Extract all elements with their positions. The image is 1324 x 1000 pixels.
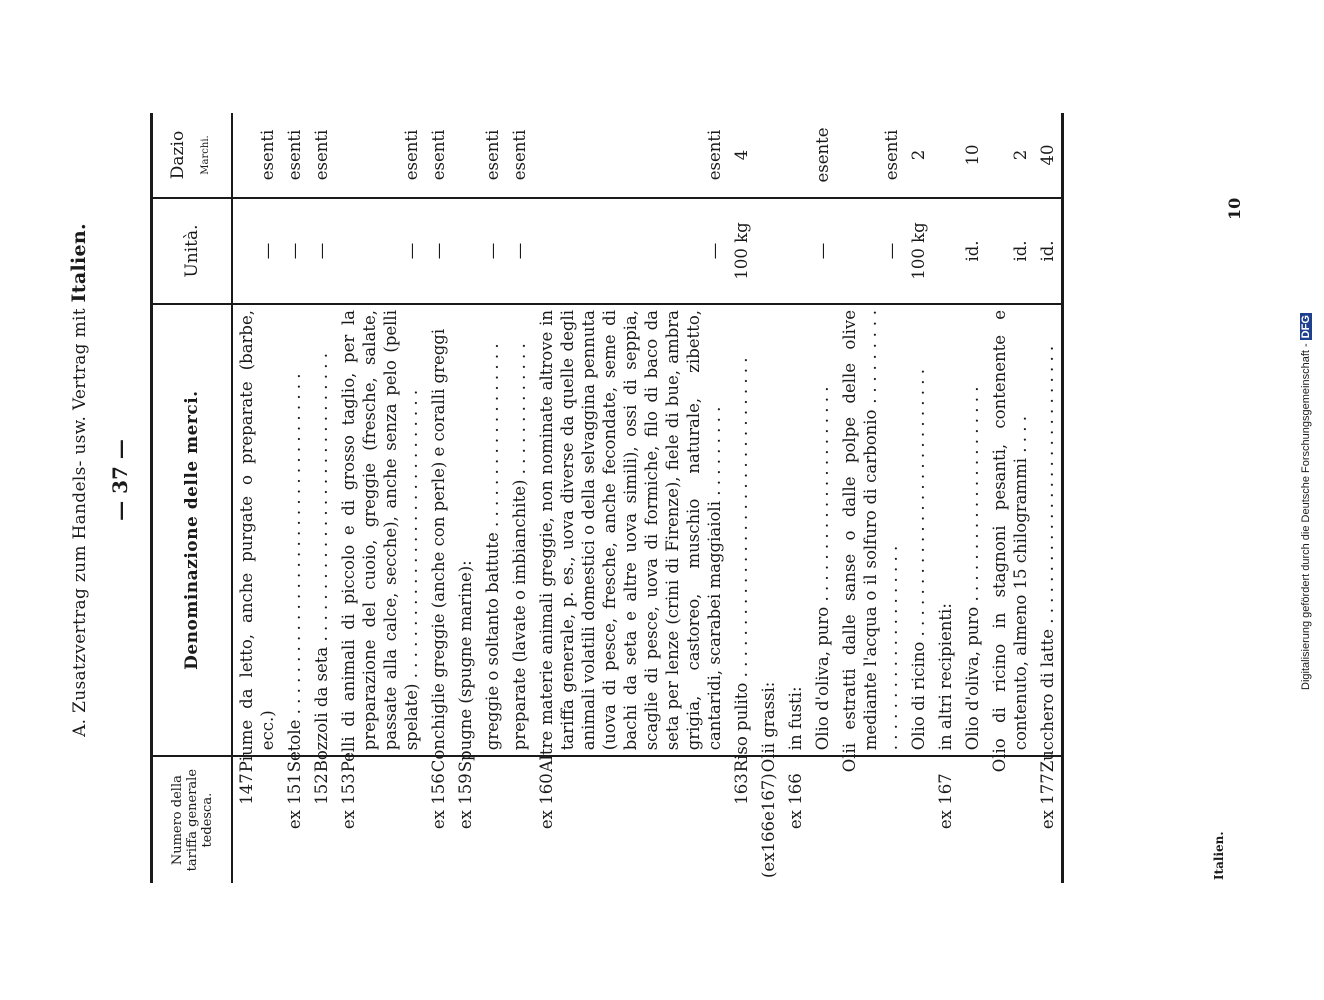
- table-row: [232, 113, 281, 883]
- column-header-duty: [152, 113, 233, 198]
- cell-duty: 4: [732, 149, 751, 161]
- cell-unit: —: [506, 198, 533, 304]
- cell-duty: 2: [909, 149, 928, 161]
- cell-number: ex 153: [335, 756, 425, 883]
- column-header-duty-label: Dazio: [168, 130, 188, 180]
- cell-number: [959, 756, 986, 883]
- cell-description: Setole . . . . . . . . . . . . . . . . . . . . . . . . . . . . . . . . .: [281, 304, 308, 756]
- cell-number: 163: [728, 756, 755, 883]
- running-head-country: Italien.: [68, 223, 90, 303]
- cell-duty: esenti: [705, 129, 724, 181]
- table-row: [1034, 113, 1063, 883]
- cell-unit: —: [479, 198, 506, 304]
- cell-description: Olio di ricino in stagnoni pesanti, contenente e contenuto, almeno 15 chilogrammi . . . .: [986, 304, 1034, 756]
- cell-duty: 40: [1034, 113, 1063, 198]
- tariff-table-body: [232, 113, 1063, 883]
- cell-number: ex 159: [452, 756, 479, 883]
- cell-duty: 2: [1011, 149, 1030, 161]
- page-number: — 37 —: [108, 439, 132, 521]
- cell-description: Piume da letto, anche purgate o preparate (barbe, ecc.): [232, 304, 281, 756]
- column-header-duty-currency: Marchi.: [200, 135, 211, 175]
- cell-duty: esenti: [402, 129, 421, 181]
- cell-unit: —: [308, 198, 335, 304]
- cell-unit: —: [281, 198, 308, 304]
- column-header-unit: Unità.: [152, 198, 233, 304]
- cell-description: preparate (lavate o imbianchite) . . . . . . . . . . . . .: [506, 304, 533, 756]
- cell-description: Olio d'oliva, puro . . . . . . . . . . . . . . . . . . . . .: [809, 304, 836, 756]
- cell-number: [986, 756, 1034, 883]
- cell-duty: esente: [813, 127, 832, 183]
- cell-unit: id.: [959, 198, 986, 304]
- cell-number: ex 177: [1034, 756, 1063, 883]
- cell-duty: esenti: [429, 129, 448, 181]
- sheet-number: 10: [1225, 197, 1244, 220]
- table-header-row: [152, 113, 233, 883]
- footer-country-tag: Italien.: [1212, 831, 1226, 880]
- digitization-note: Digitalisierung gefördert durch die Deutsche Forschungsgemeinschaft -: [1300, 343, 1312, 690]
- cell-description: greggie o soltanto battute . . . . . . . . . . . . . . . . . .: [479, 304, 506, 756]
- cell-description: Olii grassi:: [755, 304, 782, 756]
- column-header-description: Denominazione delle merci.: [152, 304, 233, 756]
- cell-number: [905, 756, 932, 883]
- cell-duty: esenti: [285, 129, 304, 181]
- cell-unit: [755, 198, 782, 304]
- cell-unit: [452, 198, 479, 304]
- cell-unit: id.: [986, 198, 1034, 304]
- cell-unit: [932, 198, 959, 304]
- table-row: [479, 113, 506, 883]
- cell-number: (ex166e167): [755, 756, 782, 883]
- cell-duty: esenti: [483, 129, 502, 181]
- running-head-prefix: A. Zusatzvertrag zum Handels- usw. Vertrag mit: [70, 308, 90, 737]
- tariff-table: [150, 113, 1064, 883]
- cell-number: ex 166: [782, 756, 809, 883]
- cell-duty: [452, 113, 479, 198]
- table-row: [809, 113, 836, 883]
- cell-duty: esenti: [882, 129, 901, 181]
- cell-number: ex 167: [932, 756, 959, 883]
- cell-duty: [755, 113, 782, 198]
- cell-description: Olio di ricino . . . . . . . . . . . . . . . . . . . . . . . . . .: [905, 304, 932, 756]
- cell-description: Bozzoli da seta . . . . . . . . . . . . . . . . . . . . . . . . . . . .: [308, 304, 335, 756]
- cell-number: [836, 756, 905, 883]
- table-row: [533, 113, 728, 883]
- table-row: [452, 113, 479, 883]
- table-row: [335, 113, 425, 883]
- cell-unit: id.: [1034, 198, 1063, 304]
- table-row: [281, 113, 308, 883]
- cell-duty: esenti: [258, 129, 277, 181]
- cell-duty: esenti: [312, 129, 331, 181]
- table-row: [986, 113, 1034, 883]
- cell-unit: —: [335, 198, 425, 304]
- cell-description: Olio d'oliva, puro . . . . . . . . . . . . . . . . . . . . .: [959, 304, 986, 756]
- cell-number: ex 156: [425, 756, 452, 883]
- cell-description: in fusti:: [782, 304, 809, 756]
- cell-description: Conchiglie greggie (anche con perle) e coralli greggi: [425, 304, 452, 756]
- cell-description: Zucchero di latte . . . . . . . . . . . . . . . . . . . . . . . . . . .: [1034, 304, 1063, 756]
- cell-number: 147: [232, 756, 281, 883]
- cell-unit: —: [425, 198, 452, 304]
- cell-description: Riso pulito . . . . . . . . . . . . . . . . . . . . . . . . . . . . . . .: [728, 304, 755, 756]
- table-row: [782, 113, 809, 883]
- table-row: [836, 113, 905, 883]
- table-row: [425, 113, 452, 883]
- cell-description: Spugne (spugne marine):: [452, 304, 479, 756]
- table-row: [959, 113, 986, 883]
- table-row: [728, 113, 755, 883]
- cell-description: Olii estratti dalle sanse o dalle polpe delle olive mediante l'acqua o il solfuro di carbonio . . . . . . . . . . . . . . . . . . . . . . . . . . . . .: [836, 304, 905, 756]
- running-head: [68, 100, 90, 860]
- dfg-logo-badge: DFG: [1300, 315, 1312, 339]
- cell-unit: [782, 198, 809, 304]
- cell-number: [479, 756, 506, 883]
- table-row: [506, 113, 533, 883]
- cell-duty: esenti: [510, 129, 529, 181]
- cell-number: [809, 756, 836, 883]
- cell-duty: 10: [963, 144, 982, 166]
- cell-unit: —: [836, 198, 905, 304]
- table-row: [932, 113, 959, 883]
- cell-description: in altri recipienti:: [932, 304, 959, 756]
- cell-number: 152: [308, 756, 335, 883]
- cell-unit: 100 kg: [905, 198, 932, 304]
- cell-description: Altre materie animali greggie, non nominate altrove in tariffa generale, p. es., uova diverse da quelle degli animali volatili domestici o della selvaggina pennuta (uova di pesce, fresche, anche fecondate, seme di bachi da seta e altre uova simili), ossi di seppia, scaglie di pesce, uova di formiche, filo di baco da seta per lenze (crini di Firenze), fiele di bue, ambra grigia, castoreo, muschio naturale, zibetto, cantaridi, scarabei maggiaioli . . . . . . . . .: [533, 304, 728, 756]
- table-row: [905, 113, 932, 883]
- cell-unit: —: [232, 198, 281, 304]
- cell-description: Pelli di animali di piccolo e di grosso taglio, per la preparazione del cuoio, greggie (fresche, salate, passate alla calce, secche), anche senza pelo (pelli spelate) . . . . . . . . . . . . . . . . . . . . . . . . . . . .: [335, 304, 425, 756]
- cell-duty: [782, 113, 809, 198]
- cell-number: [506, 756, 533, 883]
- cell-unit: 100 kg: [728, 198, 755, 304]
- digitization-credit: [1300, 313, 1312, 690]
- cell-unit: —: [809, 198, 836, 304]
- cell-number: ex 151: [281, 756, 308, 883]
- table-row: [308, 113, 335, 883]
- column-header-number: Numero della tariffa generale tedesca.: [152, 756, 233, 883]
- cell-duty: [932, 113, 959, 198]
- cell-number: ex 160: [533, 756, 728, 883]
- table-row: [755, 113, 782, 883]
- cell-unit: —: [533, 198, 728, 304]
